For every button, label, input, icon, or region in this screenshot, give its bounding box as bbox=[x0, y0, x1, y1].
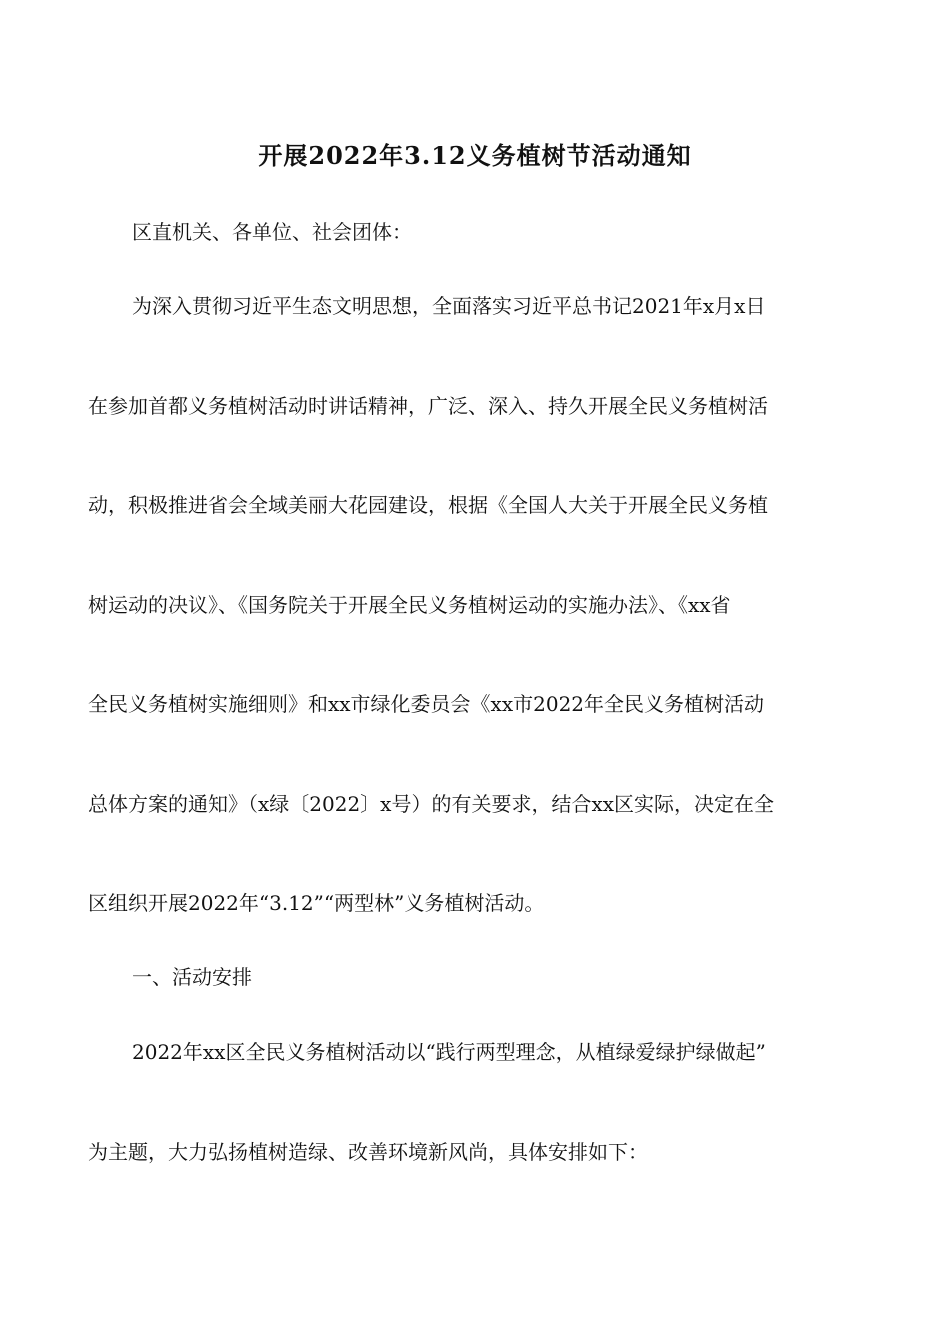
paragraph-line: 总体方案的通知》（x绿〔2022〕x号）的有关要求，结合xx区实际，决定在全 bbox=[88, 792, 775, 816]
paragraph-line: 动，积极推进省会全域美丽大花园建设，根据《全国人大关于开展全民义务植 bbox=[88, 493, 768, 517]
paragraph-line: 在参加首都义务植树活动时讲话精神，广泛、深入、持久开展全民义务植树活 bbox=[88, 394, 768, 418]
paragraph-line: 树运动的决议》、《国务院关于开展全民义务植树运动的实施办法》、《xx省 bbox=[88, 593, 731, 617]
paragraph-line: 为主题，大力弘扬植树造绿、改善环境新风尚，具体安排如下： bbox=[88, 1140, 648, 1164]
paragraph-line: 为深入贯彻习近平生态文明思想，全面落实习近平总书记2021年x月x日 bbox=[132, 294, 766, 318]
paragraph-line: 2022年xx区全民义务植树活动以“践行两型理念，从植绿爱绿护绿做起” bbox=[132, 1040, 766, 1064]
section-heading: 一、活动安排 bbox=[132, 965, 252, 989]
paragraph-line: 区组织开展2022年“3.12”“两型林”义务植树活动。 bbox=[88, 891, 545, 915]
document-title: 开展2022年3.12义务植树节活动通知 bbox=[258, 141, 692, 170]
paragraph-line: 全民义务植树实施细则》和xx市绿化委员会《xx市2022年全民义务植树活动 bbox=[88, 692, 765, 716]
salutation: 区直机关、各单位、社会团体： bbox=[132, 220, 412, 244]
